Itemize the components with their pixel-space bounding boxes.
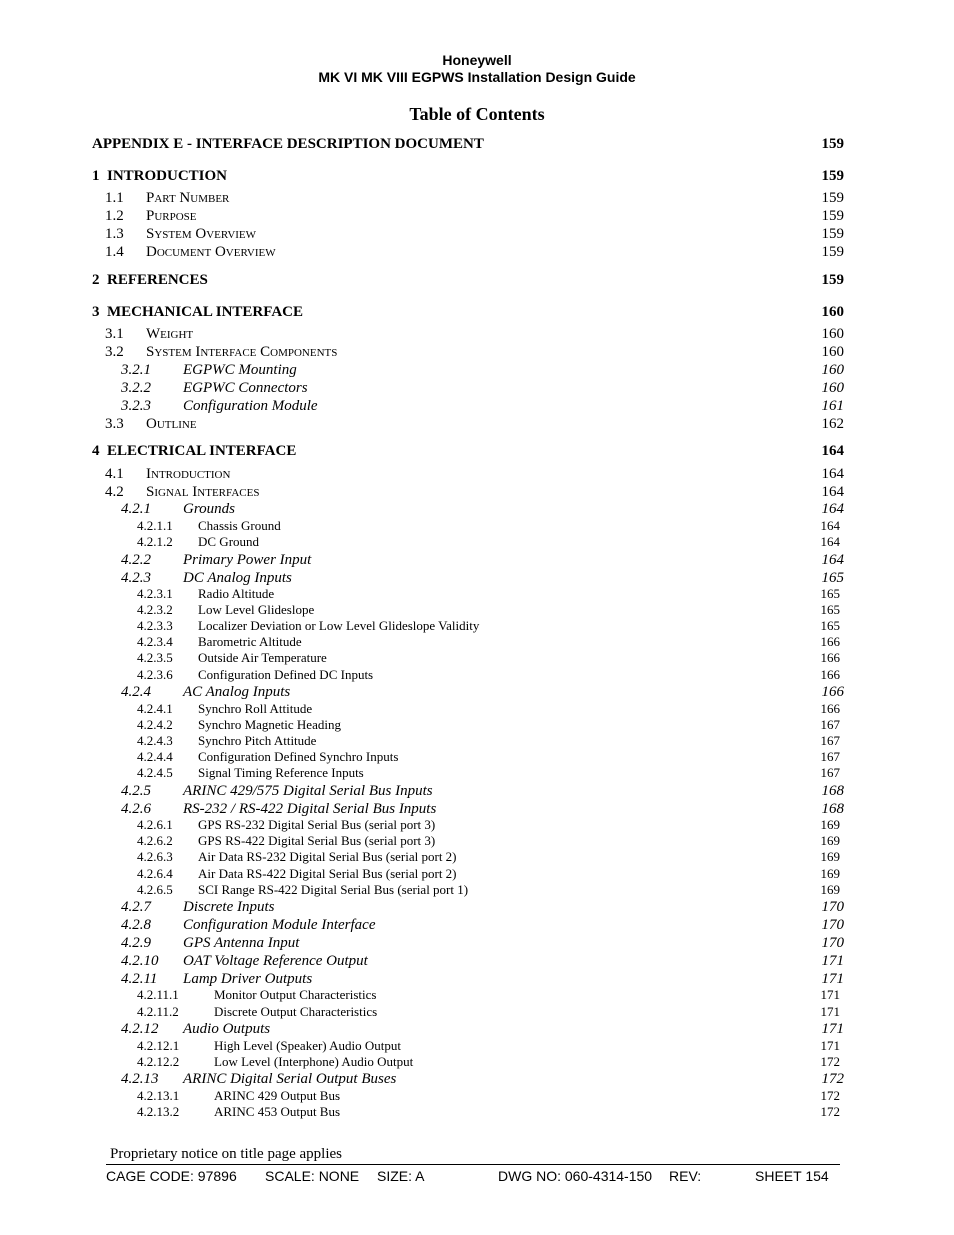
footer-dwg-no: DWG NO: 060-4314-150	[498, 1168, 653, 1184]
toc-entry-page-number: 159	[821, 272, 844, 288]
toc-entry-title: Lamp Driver Outputs	[183, 971, 313, 987]
toc-subsubsection-entry[interactable]	[0, 866, 954, 882]
toc-entry-title: Configuration Module	[183, 398, 318, 414]
toc-entry-title: EGPWC Mounting	[183, 362, 297, 378]
toc-entry-title: ARINC Digital Serial Output Buses	[183, 1071, 397, 1087]
toc-entry-number: 4.2.3.4	[137, 634, 173, 649]
toc-section-entry[interactable]	[0, 343, 954, 361]
toc-entry-number: 4.2.6.4	[137, 866, 173, 881]
toc-entry-page-number: 160	[821, 304, 844, 320]
toc-entry-page-number: 171	[820, 1038, 840, 1053]
toc-entry-number: 3	[92, 304, 100, 320]
toc-subsubsection-entry[interactable]	[0, 586, 954, 602]
toc-entry-page-number: 166	[820, 634, 840, 649]
toc-subsubsection-entry[interactable]	[0, 1004, 954, 1020]
toc-entry-page-number: 160	[821, 344, 844, 360]
footer-sheet: SHEET 154	[755, 1168, 829, 1184]
toc-entry-number: 1.4	[105, 244, 124, 260]
toc-entry-title: OAT Voltage Reference Output	[183, 953, 368, 969]
toc-subsubsection-entry[interactable]	[0, 701, 954, 717]
toc-entry-number: 4.2.3.1	[137, 586, 173, 601]
toc-entry-title: High Level (Speaker) Audio Output	[214, 1038, 402, 1053]
toc-entry-number: 4.1	[105, 466, 124, 482]
toc-entry-number: 3.3	[105, 416, 124, 432]
toc-entry-number: 3.2.1	[121, 362, 151, 378]
toc-entry-page-number: 171	[821, 971, 844, 987]
toc-subsubsection-entry[interactable]	[0, 650, 954, 666]
toc-section-entry[interactable]	[0, 465, 954, 483]
toc-entry-number: 3.2.3	[121, 398, 151, 414]
toc-subsection-entry[interactable]	[0, 934, 954, 952]
toc-entry-number: 3.2.2	[121, 380, 151, 396]
toc-entry-page-number: 172	[821, 1071, 844, 1087]
toc-entry-page-number: 164	[821, 552, 844, 568]
toc-entry-number: 4.2.12	[121, 1021, 159, 1037]
toc-entry-number: 3.2	[105, 344, 124, 360]
toc-chapter-entry[interactable]	[0, 135, 954, 153]
toc-entry-number: 4.2.6.2	[137, 833, 173, 848]
toc-entry-page-number: 160	[821, 362, 844, 378]
toc-entry-page-number: 172	[820, 1104, 840, 1119]
toc-entry-title: Outline	[146, 416, 197, 432]
toc-subsubsection-entry[interactable]	[0, 1104, 954, 1120]
toc-subsection-entry[interactable]	[0, 569, 954, 587]
toc-entry-number: 1.3	[105, 226, 124, 242]
toc-subsection-entry[interactable]	[0, 1070, 954, 1088]
toc-entry-title: System Overview	[146, 226, 257, 242]
toc-entry-number: 4.2.13	[121, 1071, 159, 1087]
toc-entry-number: 4.2.11	[121, 971, 158, 987]
toc-subsubsection-entry[interactable]	[0, 749, 954, 765]
toc-entry-page-number: 159	[821, 208, 844, 224]
toc-entry-page-number: 167	[820, 765, 840, 780]
toc-entry-page-number: 170	[821, 935, 844, 951]
toc-entry-number: 4.2.7	[121, 899, 151, 915]
toc-entry-title: Outside Air Temperature	[198, 650, 327, 665]
toc-entry-number: 1	[92, 168, 100, 184]
toc-entry-page-number: 167	[820, 733, 840, 748]
toc-entry-number: 4.2.10	[121, 953, 159, 969]
toc-entry-page-number: 159	[821, 168, 844, 184]
toc-entry-title: Localizer Deviation or Low Level Glideslope Validity	[198, 618, 480, 633]
toc-entry-page-number: 165	[820, 618, 840, 633]
toc-subsection-entry[interactable]	[0, 397, 954, 415]
toc-entry-page-number: 161	[821, 398, 844, 414]
toc-entry-title: Synchro Roll Attitude	[198, 701, 313, 716]
toc-subsubsection-entry[interactable]	[0, 667, 954, 683]
toc-entry-title: SCI Range RS-422 Digital Serial Bus (serial port 1)	[198, 882, 469, 897]
toc-entry-number: 4.2.3	[121, 570, 151, 586]
toc-subsubsection-entry[interactable]	[0, 833, 954, 849]
toc-title: Table of Contents	[409, 104, 545, 124]
toc-section-entry[interactable]	[0, 325, 954, 343]
toc-entry-page-number: 162	[821, 416, 844, 432]
toc-entry-title: GPS RS-422 Digital Serial Bus (serial port 3)	[198, 833, 436, 848]
toc-entry-page-number: 169	[820, 866, 840, 881]
toc-entry-number: 4.2.11.2	[137, 1004, 179, 1019]
toc-entry-page-number: 165	[820, 586, 840, 601]
toc-entry-page-number: 164	[820, 534, 840, 549]
toc-entry-page-number: 160	[821, 326, 844, 342]
toc-entry-title: Chassis Ground	[198, 518, 281, 533]
toc-entry-page-number: 167	[820, 749, 840, 764]
toc-entry-page-number: 159	[821, 226, 844, 242]
toc-subsection-entry[interactable]	[0, 361, 954, 379]
toc-entry-page-number: 167	[820, 717, 840, 732]
toc-entry-title: Part Number	[146, 190, 230, 206]
toc-subsection-entry[interactable]	[0, 782, 954, 800]
toc-entry-number: 3.1	[105, 326, 124, 342]
toc-entry-title: APPENDIX E - INTERFACE DESCRIPTION DOCUMENT	[92, 136, 484, 152]
toc-entry-title: INTRODUCTION	[107, 168, 228, 184]
footer-rule	[106, 1164, 840, 1165]
toc-subsubsection-entry[interactable]	[0, 618, 954, 634]
toc-section-entry[interactable]	[0, 207, 954, 225]
toc-chapter-entry[interactable]	[0, 442, 954, 460]
toc-section-entry[interactable]	[0, 243, 954, 261]
toc-entry-number: 4.2.6	[121, 801, 151, 817]
toc-entry-number: 4.2.12.2	[137, 1054, 180, 1069]
toc-entry-title: Document Overview	[146, 244, 276, 260]
toc-entry-number: 4.2.6.3	[137, 849, 173, 864]
toc-subsubsection-entry[interactable]	[0, 634, 954, 650]
toc-chapter-entry[interactable]	[0, 303, 954, 321]
toc-entry-page-number: 172	[820, 1054, 840, 1069]
toc-entry-title: Low Level Glideslope	[198, 602, 315, 617]
toc-entry-number: 4.2.4.2	[137, 717, 173, 732]
toc-entry-number: 4.2.1.1	[137, 518, 173, 533]
toc-entry-title: Purpose	[146, 208, 197, 224]
toc-entry-number: 4	[92, 443, 100, 459]
toc-entry-title: REFERENCES	[107, 272, 208, 288]
toc-entry-number: 4.2.5	[121, 783, 151, 799]
toc-subsubsection-entry[interactable]	[0, 882, 954, 898]
toc-entry-title: RS-232 / RS-422 Digital Serial Bus Inputs	[183, 801, 437, 817]
toc-entry-title: Signal Timing Reference Inputs	[198, 765, 364, 780]
toc-subsubsection-entry[interactable]	[0, 717, 954, 733]
toc-entry-title: Discrete Output Characteristics	[214, 1004, 378, 1019]
toc-entry-title: Synchro Pitch Attitude	[198, 733, 317, 748]
toc-entry-title: Signal Interfaces	[146, 484, 260, 500]
toc-entry-number: 4.2.4.4	[137, 749, 173, 764]
toc-entry-page-number: 169	[820, 849, 840, 864]
toc-subsection-entry[interactable]	[0, 952, 954, 970]
toc-entry-page-number: 166	[820, 701, 840, 716]
toc-entry-number: 4.2.4	[121, 684, 151, 700]
toc-entry-page-number: 164	[821, 484, 844, 500]
toc-subsubsection-entry[interactable]	[0, 765, 954, 781]
toc-entry-page-number: 168	[821, 801, 844, 817]
toc-entry-number: 4.2.12.1	[137, 1038, 180, 1053]
toc-subsection-entry[interactable]	[0, 683, 954, 701]
toc-entry-title: DC Analog Inputs	[183, 570, 292, 586]
toc-entry-title: EGPWC Connectors	[183, 380, 308, 396]
toc-entry-page-number: 159	[821, 136, 844, 152]
toc-entry-number: 1.2	[105, 208, 124, 224]
toc-entry-number: 4.2.6.1	[137, 817, 173, 832]
toc-subsubsection-entry[interactable]	[0, 987, 954, 1003]
toc-entry-title: AC Analog Inputs	[183, 684, 291, 700]
toc-entry-page-number: 166	[820, 650, 840, 665]
toc-entry-title: ARINC 429 Output Bus	[214, 1088, 341, 1103]
toc-entry-number: 4.2.13.1	[137, 1088, 180, 1103]
toc-entry-page-number: 160	[821, 380, 844, 396]
toc-entry-number: 4.2.13.2	[137, 1104, 180, 1119]
toc-entry-title: DC Ground	[198, 534, 260, 549]
toc-entry-title: Audio Outputs	[183, 1021, 271, 1037]
toc-entry-page-number: 164	[821, 443, 844, 459]
toc-entry-number: 4.2.4.1	[137, 701, 173, 716]
toc-entry-title: Barometric Altitude	[198, 634, 302, 649]
toc-entry-title: ARINC 453 Output Bus	[214, 1104, 341, 1119]
toc-subsubsection-entry[interactable]	[0, 849, 954, 865]
toc-chapter-entry[interactable]	[0, 271, 954, 289]
toc-entry-title: Configuration Module Interface	[183, 917, 376, 933]
toc-entry-page-number: 166	[821, 684, 844, 700]
toc-chapter-entry[interactable]	[0, 167, 954, 185]
toc-entry-number: 4.2.1.2	[137, 534, 173, 549]
toc-entry-page-number: 168	[821, 783, 844, 799]
toc-entry-number: 4.2.6.5	[137, 882, 173, 897]
toc-entry-number: 4.2.3.2	[137, 602, 173, 617]
toc-entry-page-number: 170	[821, 899, 844, 915]
toc-subsubsection-entry[interactable]	[0, 733, 954, 749]
footer-scale: SCALE: NONE	[265, 1168, 360, 1184]
toc-entry-title: Configuration Defined DC Inputs	[198, 667, 374, 682]
proprietary-notice: Proprietary notice on title page applies	[110, 1146, 343, 1162]
toc-entry-number: 4.2.4.5	[137, 765, 173, 780]
toc-entry-title: Radio Altitude	[198, 586, 275, 601]
header-doc-title: MK VI MK VIII EGPWS Installation Design Guide	[318, 69, 636, 85]
toc-entry-page-number: 165	[820, 602, 840, 617]
toc-entry-page-number: 171	[821, 1021, 844, 1037]
toc-subsubsection-entry[interactable]	[0, 817, 954, 833]
toc-entry-title: Low Level (Interphone) Audio Output	[214, 1054, 414, 1069]
toc-entry-title: Configuration Defined Synchro Inputs	[198, 749, 399, 764]
toc-entry-number: 4.2.2	[121, 552, 151, 568]
toc-entry-page-number: 164	[821, 501, 844, 517]
toc-subsection-entry[interactable]	[0, 551, 954, 569]
toc-entry-page-number: 164	[821, 466, 844, 482]
toc-entry-page-number: 172	[820, 1088, 840, 1103]
toc-entry-number: 4.2	[105, 484, 124, 500]
toc-entry-title: MECHANICAL INTERFACE	[107, 304, 303, 320]
toc-entry-number: 4.2.4.3	[137, 733, 173, 748]
toc-section-entry[interactable]	[0, 483, 954, 501]
toc-subsection-entry[interactable]	[0, 916, 954, 934]
toc-entry-number: 2	[92, 272, 100, 288]
toc-entry-number: 1.1	[105, 190, 124, 206]
toc-subsubsection-entry[interactable]	[0, 518, 954, 534]
footer-cage-code: CAGE CODE: 97896	[106, 1168, 237, 1184]
toc-subsection-entry[interactable]	[0, 379, 954, 397]
toc-entry-page-number: 159	[821, 244, 844, 260]
toc-subsubsection-entry[interactable]	[0, 1088, 954, 1104]
toc-entry-number: 4.2.1	[121, 501, 151, 517]
toc-subsubsection-entry[interactable]	[0, 1054, 954, 1070]
toc-subsubsection-entry[interactable]	[0, 1038, 954, 1054]
toc-entry-page-number: 169	[820, 882, 840, 897]
toc-entry-number: 4.2.3.5	[137, 650, 173, 665]
toc-entry-page-number: 171	[820, 1004, 840, 1019]
toc-entry-title: Weight	[146, 326, 194, 342]
toc-entry-page-number: 169	[820, 833, 840, 848]
toc-section-entry[interactable]	[0, 189, 954, 207]
toc-entry-number: 4.2.3.6	[137, 667, 173, 682]
toc-entry-title: Grounds	[183, 501, 235, 517]
toc-entry-page-number: 170	[821, 917, 844, 933]
toc-entry-page-number: 169	[820, 817, 840, 832]
toc-subsection-entry[interactable]	[0, 1020, 954, 1038]
toc-section-entry[interactable]	[0, 225, 954, 243]
toc-entry-title: Air Data RS-232 Digital Serial Bus (serial port 2)	[198, 849, 457, 864]
footer-size: SIZE: A	[377, 1168, 425, 1184]
toc-entry-page-number: 165	[821, 570, 844, 586]
toc-entry-number: 4.2.11.1	[137, 987, 179, 1002]
toc-entry-page-number: 171	[820, 987, 840, 1002]
toc-subsection-entry[interactable]	[0, 898, 954, 916]
toc-entry-number: 4.2.9	[121, 935, 151, 951]
toc-entry-title: GPS Antenna Input	[183, 935, 300, 951]
toc-subsection-entry[interactable]	[0, 970, 954, 988]
footer-rev: REV:	[669, 1168, 702, 1184]
toc-subsection-entry[interactable]	[0, 500, 954, 518]
toc-subsection-entry[interactable]	[0, 800, 954, 818]
toc-entry-title: Air Data RS-422 Digital Serial Bus (serial port 2)	[198, 866, 457, 881]
toc-entry-title: Primary Power Input	[183, 552, 312, 568]
toc-subsubsection-entry[interactable]	[0, 602, 954, 618]
toc-entry-number: 4.2.3.3	[137, 618, 173, 633]
header-company: Honeywell	[442, 52, 512, 68]
toc-entry-title: Introduction	[146, 466, 231, 482]
toc-entry-page-number: 159	[821, 190, 844, 206]
toc-entry-page-number: 171	[821, 953, 844, 969]
toc-entry-title: GPS RS-232 Digital Serial Bus (serial port 3)	[198, 817, 436, 832]
toc-subsubsection-entry[interactable]	[0, 534, 954, 550]
toc-entry-title: ARINC 429/575 Digital Serial Bus Inputs	[183, 783, 433, 799]
toc-entry-title: Discrete Inputs	[183, 899, 275, 915]
toc-section-entry[interactable]	[0, 415, 954, 433]
toc-entry-number: 4.2.8	[121, 917, 151, 933]
toc-entry-page-number: 166	[820, 667, 840, 682]
toc-entry-title: ELECTRICAL INTERFACE	[107, 443, 297, 459]
toc-entry-title: System Interface Components	[146, 344, 338, 360]
toc-entry-title: Synchro Magnetic Heading	[198, 717, 341, 732]
toc-entry-page-number: 164	[820, 518, 840, 533]
toc-entry-title: Monitor Output Characteristics	[214, 987, 377, 1002]
